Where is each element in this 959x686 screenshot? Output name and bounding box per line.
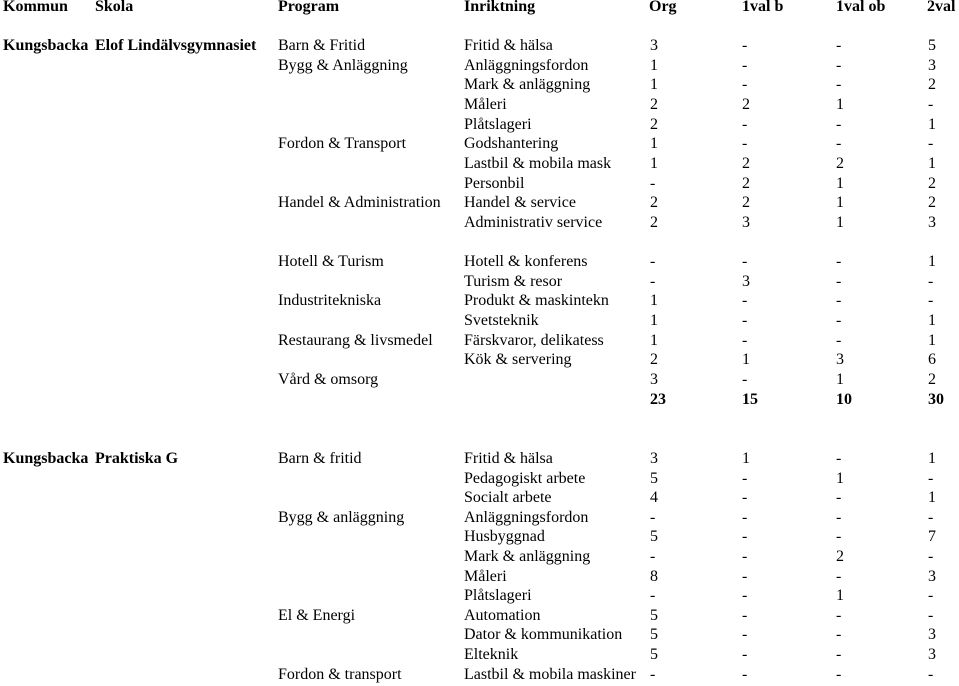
val1ob-cell: - bbox=[836, 37, 842, 54]
org-cell: 5 bbox=[650, 646, 658, 663]
org-cell: - bbox=[650, 175, 656, 192]
inriktning-cell: Handel & service bbox=[464, 194, 576, 211]
val1ob-cell: - bbox=[836, 489, 842, 506]
val2-cell: 1 bbox=[928, 312, 936, 329]
org-cell: 1 bbox=[650, 57, 658, 74]
val1b-cell: - bbox=[742, 646, 748, 663]
program-cell: Handel & Administration bbox=[278, 194, 441, 211]
val2-cell: - bbox=[928, 273, 934, 290]
header-inriktning: Inriktning bbox=[464, 0, 536, 15]
org-cell: - bbox=[650, 509, 656, 526]
val2-cell: 1 bbox=[928, 489, 936, 506]
table-row bbox=[0, 291, 959, 311]
inriktning-cell: Mark & anläggning bbox=[464, 76, 591, 93]
val1b-cell: - bbox=[742, 371, 748, 388]
inriktning-cell: Lastbil & mobila maskiner bbox=[464, 666, 636, 683]
inriktning-cell: Färskvaror, delikatess bbox=[464, 332, 604, 349]
header-org: Org bbox=[649, 0, 677, 15]
val2-cell: 3 bbox=[928, 646, 936, 663]
org-cell: 2 bbox=[650, 96, 658, 113]
val1b-cell: - bbox=[742, 292, 748, 309]
org-cell: 23 bbox=[650, 391, 666, 408]
val1ob-cell: 1 bbox=[836, 587, 844, 604]
table-row bbox=[0, 115, 959, 135]
val1b-cell: 1 bbox=[742, 351, 750, 368]
val2-cell: - bbox=[928, 292, 934, 309]
program-cell: Hotell & Turism bbox=[278, 253, 384, 270]
val1b-cell: - bbox=[742, 548, 748, 565]
val1b-cell: 3 bbox=[742, 214, 750, 231]
val1b-cell: - bbox=[742, 470, 748, 487]
val2-cell: - bbox=[928, 666, 934, 683]
header-2val: 2val bbox=[927, 0, 956, 15]
val1b-cell: 1 bbox=[742, 450, 750, 467]
val1b-cell: - bbox=[742, 135, 748, 152]
table-row bbox=[0, 606, 959, 626]
inriktning-cell: Anläggningsfordon bbox=[464, 57, 589, 74]
inriktning-cell: Plåtslageri bbox=[464, 587, 532, 604]
inriktning-cell: Produkt & maskintekn bbox=[464, 292, 609, 309]
header-skola: Skola bbox=[95, 0, 134, 15]
val2-cell: - bbox=[928, 509, 934, 526]
org-cell: 1 bbox=[650, 292, 658, 309]
table-row bbox=[0, 174, 959, 194]
org-cell: 1 bbox=[650, 135, 658, 152]
inriktning-cell: Fritid & hälsa bbox=[464, 450, 553, 467]
val1ob-cell: - bbox=[836, 626, 842, 643]
table-row bbox=[0, 665, 959, 685]
val1ob-cell: 1 bbox=[836, 214, 844, 231]
val1b-cell: 2 bbox=[742, 96, 750, 113]
val1b-cell: 2 bbox=[742, 175, 750, 192]
inriktning-cell: Dator & kommunikation bbox=[464, 626, 623, 643]
program-cell: Fordon & transport bbox=[278, 666, 402, 683]
val1ob-cell: - bbox=[836, 76, 842, 93]
table-row bbox=[0, 350, 959, 370]
program-cell: Bygg & anläggning bbox=[278, 509, 405, 526]
inriktning-cell: Plåtslageri bbox=[464, 116, 532, 133]
val2-cell: 1 bbox=[928, 116, 936, 133]
val1ob-cell: 10 bbox=[836, 391, 852, 408]
program-cell: El & Energi bbox=[278, 607, 356, 624]
val1b-cell: - bbox=[742, 76, 748, 93]
val2-cell: 2 bbox=[928, 194, 936, 211]
header-1val-b: 1val b bbox=[742, 0, 784, 15]
val1ob-cell: - bbox=[836, 253, 842, 270]
table-row bbox=[0, 213, 959, 233]
table-row bbox=[0, 311, 959, 331]
table-row bbox=[0, 75, 959, 95]
org-cell: 1 bbox=[650, 332, 658, 349]
table-row bbox=[0, 95, 959, 115]
val1b-cell: 2 bbox=[742, 155, 750, 172]
val2-cell: - bbox=[928, 96, 934, 113]
org-cell: 1 bbox=[650, 312, 658, 329]
table-row bbox=[0, 625, 959, 645]
org-cell: 2 bbox=[650, 194, 658, 211]
inriktning-cell: Pedagogiskt arbete bbox=[464, 470, 586, 487]
val1ob-cell: - bbox=[836, 312, 842, 329]
table-row bbox=[0, 331, 959, 351]
val1ob-cell: 3 bbox=[836, 351, 844, 368]
inriktning-cell: Anläggningsfordon bbox=[464, 509, 589, 526]
val1ob-cell: 2 bbox=[836, 548, 844, 565]
val1b-cell: - bbox=[742, 587, 748, 604]
val1b-cell: - bbox=[742, 509, 748, 526]
inriktning-cell: Fritid & hälsa bbox=[464, 37, 553, 54]
org-cell: 3 bbox=[650, 37, 658, 54]
inriktning-cell: Måleri bbox=[464, 568, 507, 585]
val2-cell: 2 bbox=[928, 76, 936, 93]
program-cell: Fordon & Transport bbox=[278, 135, 407, 152]
val2-cell: 1 bbox=[928, 253, 936, 270]
table-row bbox=[0, 586, 959, 606]
table-row bbox=[0, 56, 959, 76]
val1b-cell: - bbox=[742, 312, 748, 329]
val1ob-cell: - bbox=[836, 666, 842, 683]
val1b-cell: - bbox=[742, 253, 748, 270]
table-header bbox=[0, 0, 959, 17]
val1b-cell: - bbox=[742, 666, 748, 683]
table-row bbox=[0, 449, 959, 469]
val1b-cell: - bbox=[742, 607, 748, 624]
val2-cell: 5 bbox=[928, 37, 936, 54]
table-row bbox=[0, 527, 959, 547]
inriktning-cell: Måleri bbox=[464, 96, 507, 113]
val1b-cell: - bbox=[742, 626, 748, 643]
org-cell: - bbox=[650, 666, 656, 683]
org-cell: 5 bbox=[650, 470, 658, 487]
val2-cell: 1 bbox=[928, 155, 936, 172]
program-cell: Barn & Fritid bbox=[278, 37, 366, 54]
inriktning-cell: Husbyggnad bbox=[464, 528, 545, 545]
inriktning-cell: Personbil bbox=[464, 175, 525, 192]
val2-cell: - bbox=[928, 135, 934, 152]
table-row bbox=[0, 567, 959, 587]
inriktning-cell: Kök & servering bbox=[464, 351, 572, 368]
org-cell: 5 bbox=[650, 528, 658, 545]
program-cell: Restaurang & livsmedel bbox=[278, 332, 433, 349]
val1ob-cell: 1 bbox=[836, 371, 844, 388]
val2-cell: - bbox=[928, 587, 934, 604]
org-cell: 8 bbox=[650, 568, 658, 585]
inriktning-cell: Svetsteknik bbox=[464, 312, 539, 329]
table-row bbox=[0, 488, 959, 508]
val1b-cell: 3 bbox=[742, 273, 750, 290]
val1ob-cell: 1 bbox=[836, 96, 844, 113]
val1b-cell: 2 bbox=[742, 194, 750, 211]
val1ob-cell: - bbox=[836, 450, 842, 467]
val1ob-cell: - bbox=[836, 646, 842, 663]
inriktning-cell: Automation bbox=[464, 607, 541, 624]
val1b-cell: - bbox=[742, 37, 748, 54]
table-row bbox=[0, 134, 959, 154]
header-program: Program bbox=[278, 0, 340, 15]
val1ob-cell: - bbox=[836, 292, 842, 309]
org-cell: - bbox=[650, 587, 656, 604]
table-row bbox=[0, 252, 959, 272]
val2-cell: - bbox=[928, 548, 934, 565]
val2-cell: 1 bbox=[928, 450, 936, 467]
program-cell: Bygg & Anläggning bbox=[278, 57, 408, 74]
table-row bbox=[0, 547, 959, 567]
val1b-cell: 15 bbox=[742, 391, 758, 408]
val1ob-cell: - bbox=[836, 116, 842, 133]
val1ob-cell: - bbox=[836, 509, 842, 526]
val1ob-cell: - bbox=[836, 568, 842, 585]
val2-cell: 3 bbox=[928, 568, 936, 585]
org-cell: - bbox=[650, 273, 656, 290]
inriktning-cell: Elteknik bbox=[464, 646, 519, 663]
val1b-cell: - bbox=[742, 528, 748, 545]
inriktning-cell: Administrativ service bbox=[464, 214, 603, 231]
val2-cell: 3 bbox=[928, 57, 936, 74]
program-cell: Barn & fritid bbox=[278, 450, 362, 467]
val2-cell: 3 bbox=[928, 214, 936, 231]
val1b-cell: - bbox=[742, 568, 748, 585]
val1ob-cell: - bbox=[836, 135, 842, 152]
org-cell: 5 bbox=[650, 607, 658, 624]
inriktning-cell: Socialt arbete bbox=[464, 489, 552, 506]
skola-cell: Elof Lindälvsgymnasiet bbox=[95, 37, 257, 54]
org-cell: 2 bbox=[650, 214, 658, 231]
inriktning-cell: Turism & resor bbox=[464, 273, 563, 290]
table-row bbox=[0, 469, 959, 489]
table-row bbox=[0, 370, 959, 390]
table-row bbox=[0, 508, 959, 528]
val1ob-cell: 2 bbox=[836, 155, 844, 172]
val2-cell: 3 bbox=[928, 626, 936, 643]
val1b-cell: - bbox=[742, 116, 748, 133]
val1ob-cell: - bbox=[836, 528, 842, 545]
table-row bbox=[0, 154, 959, 174]
val2-cell: - bbox=[928, 607, 934, 624]
val2-cell: - bbox=[928, 470, 934, 487]
val1ob-cell: - bbox=[836, 273, 842, 290]
val1b-cell: - bbox=[742, 57, 748, 74]
table-row bbox=[0, 645, 959, 665]
val2-cell: 7 bbox=[928, 528, 936, 545]
val1ob-cell: 1 bbox=[836, 175, 844, 192]
org-cell: 2 bbox=[650, 351, 658, 368]
val2-cell: 2 bbox=[928, 371, 936, 388]
org-cell: 2 bbox=[650, 116, 658, 133]
org-cell: - bbox=[650, 548, 656, 565]
org-cell: 3 bbox=[650, 450, 658, 467]
header-1val-ob: 1val ob bbox=[836, 0, 886, 15]
org-cell: 5 bbox=[650, 626, 658, 643]
table-row bbox=[0, 36, 959, 56]
skola-cell: Praktiska G bbox=[95, 450, 179, 467]
val1ob-cell: 1 bbox=[836, 194, 844, 211]
program-cell: Vård & omsorg bbox=[278, 371, 379, 388]
kommun-cell: Kungsbacka bbox=[3, 37, 89, 54]
program-cell: Industritekniska bbox=[278, 292, 382, 309]
table-row bbox=[0, 193, 959, 213]
val2-cell: 30 bbox=[928, 391, 944, 408]
org-cell: 4 bbox=[650, 489, 658, 506]
val1ob-cell: - bbox=[836, 57, 842, 74]
val1ob-cell: 1 bbox=[836, 470, 844, 487]
inriktning-cell: Mark & anläggning bbox=[464, 548, 591, 565]
inriktning-cell: Lastbil & mobila mask bbox=[464, 155, 612, 172]
inriktning-cell: Godshantering bbox=[464, 135, 559, 152]
org-cell: - bbox=[650, 253, 656, 270]
inriktning-cell: Hotell & konferens bbox=[464, 253, 588, 270]
val1ob-cell: - bbox=[836, 607, 842, 624]
val1b-cell: - bbox=[742, 332, 748, 349]
org-cell: 1 bbox=[650, 155, 658, 172]
val2-cell: 1 bbox=[928, 332, 936, 349]
org-cell: 3 bbox=[650, 371, 658, 388]
val1ob-cell: - bbox=[836, 332, 842, 349]
val1b-cell: - bbox=[742, 489, 748, 506]
table-row bbox=[0, 390, 959, 410]
org-cell: 1 bbox=[650, 76, 658, 93]
kommun-cell: Kungsbacka bbox=[3, 450, 89, 467]
val2-cell: 6 bbox=[928, 351, 936, 368]
header-kommun: Kommun bbox=[3, 0, 68, 15]
table-row bbox=[0, 272, 959, 292]
val2-cell: 2 bbox=[928, 175, 936, 192]
